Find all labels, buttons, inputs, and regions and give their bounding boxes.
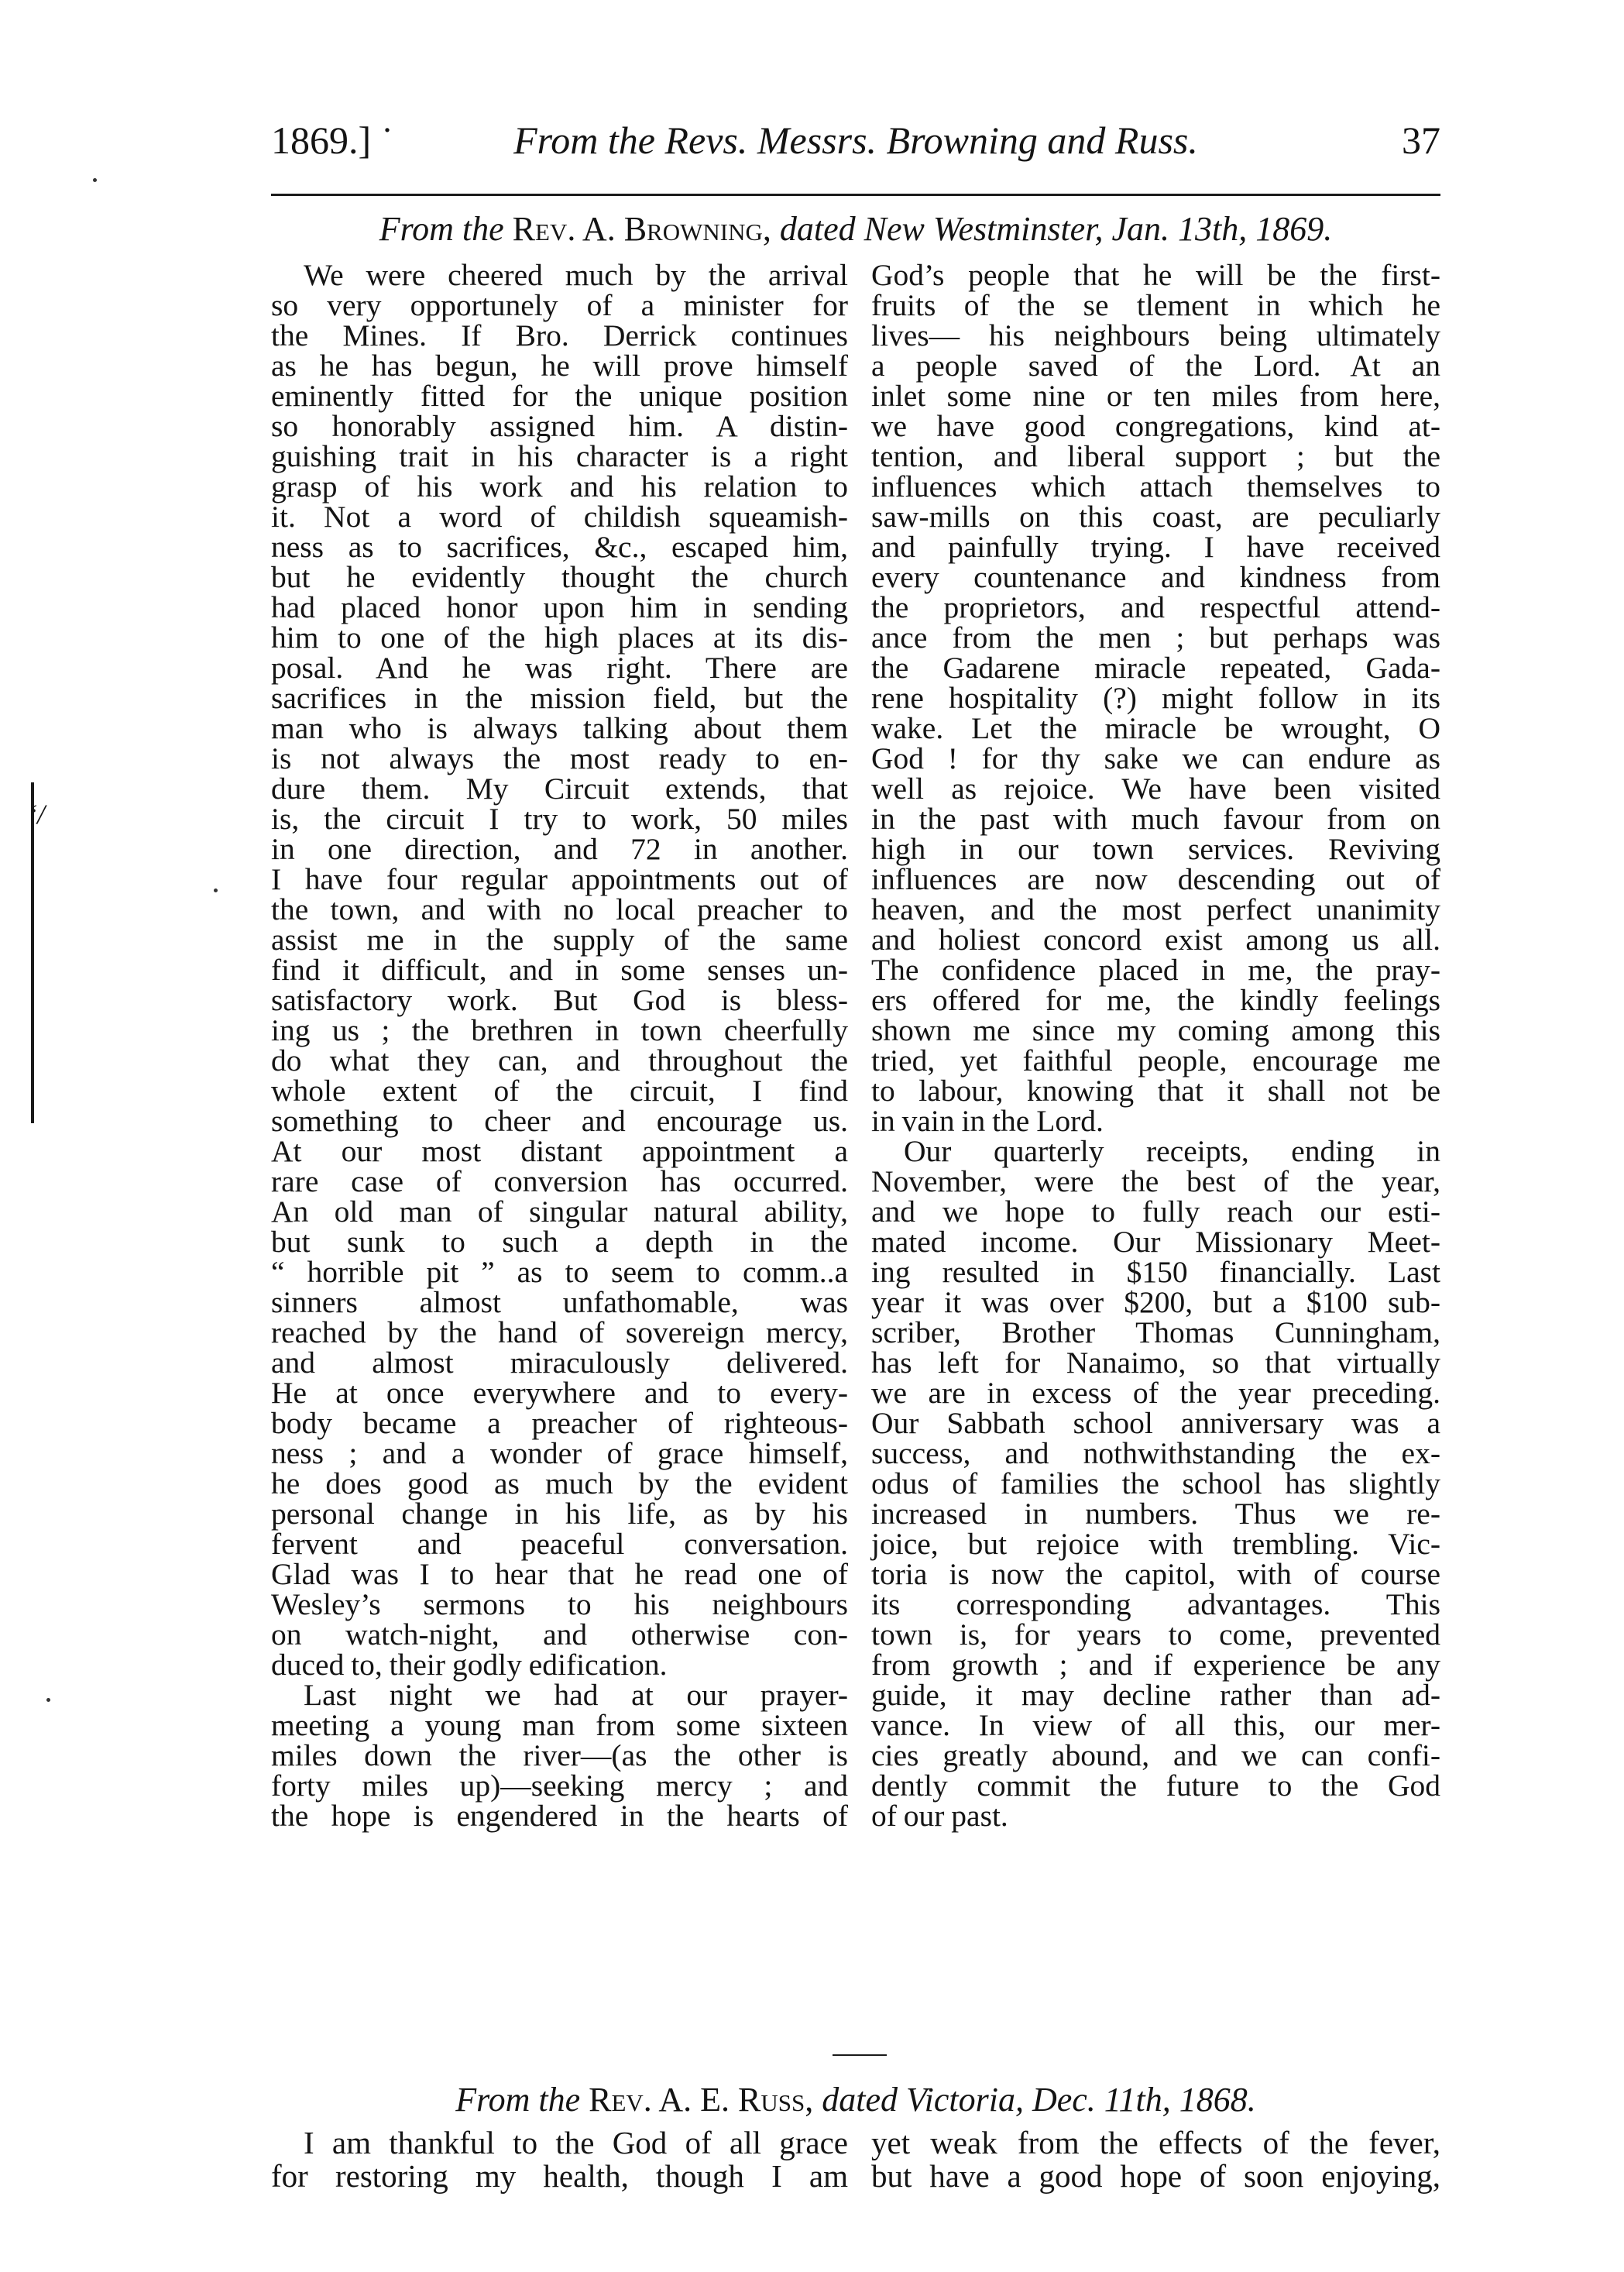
- text-line: The confidence placed in me, the pray-: [871, 953, 1440, 987]
- text-line: is not always the most ready to en-: [271, 741, 848, 775]
- text-line: but he evidently thought the church: [271, 560, 848, 594]
- text-line: so honorably assigned him. A distin-: [271, 409, 848, 443]
- text-line: he does good as much by the evident: [271, 1466, 848, 1500]
- text-line: ance from the men ; but perhaps was: [871, 620, 1440, 655]
- letter1-left-column: [271, 260, 848, 1831]
- text-line: Last night we had at our prayer-: [304, 1678, 848, 1712]
- text-line: the Gadarene miracle repeated, Gada-: [871, 651, 1440, 685]
- text-line: on watch-night, and otherwise con-: [271, 1617, 848, 1652]
- text-line: the Mines. If Bro. Derrick continues: [271, 318, 848, 352]
- text-line: sinners almost unfathomable, was: [271, 1285, 848, 1319]
- text-line: shown me since my coming among this: [871, 1013, 1440, 1047]
- text-line: An old man of singular natural ability,: [271, 1194, 848, 1229]
- text-line: sacrifices in the mission field, but the: [271, 681, 848, 715]
- text-line: had placed honor upon him in sending: [271, 590, 848, 624]
- text-line: something to cheer and encourage us.: [271, 1104, 848, 1138]
- text-line: dure them. My Circuit extends, that: [271, 772, 848, 806]
- text-line: to labour, knowing that it shall not be: [871, 1074, 1440, 1108]
- text-line: as he has begun, he will prove himself: [271, 349, 848, 383]
- text-line: odus of families the school has slightly: [871, 1466, 1440, 1500]
- running-header: [271, 118, 1440, 172]
- text-line: ness ; and a wonder of grace himself,: [271, 1436, 848, 1470]
- text-line: dently commit the future to the God: [871, 1768, 1440, 1803]
- text-line: success, and nothwithstanding the ex-: [871, 1436, 1440, 1470]
- text-line: man who is always talking about them: [271, 711, 848, 745]
- text-line: and we hope to fully reach our esti-: [871, 1194, 1440, 1229]
- text-line: high in our town services. Reviving: [871, 832, 1440, 866]
- text-line: yet weak from the effects of the fever,: [871, 2125, 1440, 2160]
- text-line: fruits of the se tlement in which he: [871, 288, 1440, 322]
- text-line: toria is now the capitol, with of course: [871, 1557, 1440, 1591]
- text-line: ness as to sacrifices, &c., escaped him,: [271, 530, 848, 564]
- text-line: Our quarterly receipts, ending in: [904, 1134, 1440, 1168]
- text-line: a people saved of the Lord. At an: [871, 349, 1440, 383]
- text-line: reached by the hand of sovereign mercy,: [271, 1315, 848, 1349]
- page-number: 37: [1402, 119, 1440, 162]
- text-line: I am thankful to the God of all grace: [304, 2125, 848, 2160]
- text-line: and painfully trying. I have received: [871, 530, 1440, 564]
- dateline-prefix: From the: [379, 210, 504, 248]
- text-line: ing resulted in $150 financially. Last: [871, 1255, 1440, 1289]
- text-line: influences are now descending out of: [871, 862, 1440, 896]
- text-line: fervent and peaceful conversation.: [271, 1527, 848, 1561]
- section-divider: [833, 2054, 887, 2056]
- header-year: 1869.] ˙: [271, 119, 394, 162]
- text-line: and almost miraculously delivered.: [271, 1346, 848, 1380]
- text-line: rene hospitality (?) might follow in its: [871, 681, 1440, 715]
- text-line: body became a preacher of righteous-: [271, 1406, 848, 1440]
- letter2-right-column: [871, 2126, 1440, 2193]
- text-line: satisfactory work. But God is bless-: [271, 983, 848, 1017]
- text-line: cies greatly abound, and we can confi-: [871, 1738, 1440, 1772]
- margin-line: [31, 782, 34, 1123]
- text-line: Wesley’s sermons to his neighbours: [271, 1587, 848, 1621]
- text-line: forty miles up)—seeking mercy ; and: [271, 1768, 848, 1803]
- text-line: in one direction, and 72 in another.: [271, 832, 848, 866]
- letter1-right-column: [871, 260, 1440, 1831]
- text-line: rare case of conversion has occurred.: [271, 1164, 848, 1198]
- speck: [46, 1698, 50, 1702]
- text-line: assist me in the supply of the same: [271, 923, 848, 957]
- text-line: find it difficult, and in some senses un-: [271, 953, 848, 987]
- text-line: Our Sabbath school anniversary was a: [871, 1406, 1440, 1440]
- text-line: him to one of the high places at its dis-: [271, 620, 848, 655]
- dateline-prefix: From the: [455, 2081, 581, 2119]
- text-line: its corresponding advantages. This: [871, 1587, 1440, 1621]
- text-line: influences which attach themselves to: [871, 469, 1440, 504]
- text-line: the proprietors, and respectful attend-: [871, 590, 1440, 624]
- text-line: guide, it may decline rather than ad-: [871, 1678, 1440, 1712]
- text-line: November, were the best of the year,: [871, 1164, 1440, 1198]
- text-line: has left for Nanaimo, so that virtually: [871, 1346, 1440, 1380]
- text-line: grasp of his work and his relation to: [271, 469, 848, 504]
- text-line: tried, yet faithful people, encourage me: [871, 1043, 1440, 1078]
- text-line: ing us ; the brethren in town cheerfully: [271, 1013, 848, 1047]
- text-line: eminently fitted for the unique position: [271, 379, 848, 413]
- text-line: personal change in his life, as by his: [271, 1497, 848, 1531]
- dateline-author: Rev. A. E. Russ,: [589, 2081, 814, 2119]
- speck: [214, 889, 218, 892]
- text-line: whole extent of the circuit, I find: [271, 1074, 848, 1108]
- text-line: so very opportunely of a minister for: [271, 288, 848, 322]
- text-line: mated income. Our Missionary Meet-: [871, 1225, 1440, 1259]
- text-line: God ! for thy sake we can endure as: [871, 741, 1440, 775]
- text-line: it. Not a word of childish squeamish-: [271, 500, 848, 534]
- dateline-russ: [271, 2080, 1440, 2119]
- dateline-browning: [271, 209, 1440, 249]
- text-line: but have a good hope of soon enjoying,: [871, 2158, 1440, 2194]
- text-line: well as rejoice. We have been visited: [871, 772, 1440, 806]
- text-line: do what they can, and throughout the: [271, 1043, 848, 1078]
- text-line: Glad was I to hear that he read one of: [271, 1557, 848, 1591]
- text-line: I have four regular appointments out of: [271, 862, 848, 896]
- text-line: town is, for years to come, prevented: [871, 1617, 1440, 1652]
- text-line: meeting a young man from some sixteen: [271, 1708, 848, 1742]
- text-line: and holiest concord exist among us all.: [871, 923, 1440, 957]
- text-line: inlet some nine or ten miles from here,: [871, 379, 1440, 413]
- dateline-place-date: dated New Westminster, Jan. 13th, 1869.: [779, 210, 1333, 248]
- text-line: the town, and with no local preacher to: [271, 892, 848, 926]
- text-line: tention, and liberal support ; but the: [871, 439, 1440, 473]
- text-line: We were cheered much by the arrival: [304, 258, 848, 292]
- dateline-author: Rev. A. Browning,: [512, 210, 771, 248]
- header-rule: [271, 194, 1440, 196]
- speck: [93, 178, 97, 182]
- margin-mark: ʻ/: [28, 799, 45, 830]
- text-line: is, the circuit I try to work, 50 miles: [271, 802, 848, 836]
- text-line: miles down the river—(as the other is: [271, 1738, 848, 1772]
- text-line: “ horrible pit ” as to seem to comm..a: [271, 1255, 848, 1289]
- text-line: in the past with much favour from on: [871, 802, 1440, 836]
- text-line: year it was over $200, but a $100 sub-: [871, 1285, 1440, 1319]
- text-line: guishing trait in his character is a right: [271, 439, 848, 473]
- text-line: we have good congregations, kind at-: [871, 409, 1440, 443]
- text-line: joice, but rejoice with trembling. Vic-: [871, 1527, 1440, 1561]
- text-line: the hope is engendered in the hearts of: [271, 1799, 848, 1833]
- text-line: heaven, and the most perfect unanimity: [871, 892, 1440, 926]
- header-title: From the Revs. Messrs. Browning and Russ.: [513, 119, 1198, 162]
- text-line: every countenance and kindness from: [871, 560, 1440, 594]
- text-line: for restoring my health, though I am: [271, 2158, 848, 2194]
- text-line: scriber, Brother Thomas Cunningham,: [871, 1315, 1440, 1349]
- text-line: of our past.: [871, 1799, 1008, 1833]
- letter2-left-column: [271, 2126, 848, 2193]
- dateline-place-date: dated Victoria, Dec. 11th, 1868.: [822, 2081, 1256, 2119]
- text-line: but sunk to such a depth in the: [271, 1225, 848, 1259]
- text-line: ers offered for me, the kindly feelings: [871, 983, 1440, 1017]
- text-line: duced to, their godly edification.: [271, 1648, 668, 1682]
- text-line: lives— his neighbours being ultimately: [871, 318, 1440, 352]
- text-line: from growth ; and if experience be any: [871, 1648, 1440, 1682]
- text-line: increased in numbers. Thus we re-: [871, 1497, 1440, 1531]
- text-line: in vain in the Lord.: [871, 1104, 1104, 1138]
- text-line: At our most distant appointment a: [271, 1134, 848, 1168]
- text-line: He at once everywhere and to every-: [271, 1376, 848, 1410]
- text-line: wake. Let the miracle be wrought, O: [871, 711, 1440, 745]
- text-line: God’s people that he will be the first-: [871, 258, 1440, 292]
- text-line: vance. In view of all this, our mer-: [871, 1708, 1440, 1742]
- text-line: posal. And he was right. There are: [271, 651, 848, 685]
- text-line: we are in excess of the year preceding.: [871, 1376, 1440, 1410]
- text-line: saw-mills on this coast, are peculiarly: [871, 500, 1440, 534]
